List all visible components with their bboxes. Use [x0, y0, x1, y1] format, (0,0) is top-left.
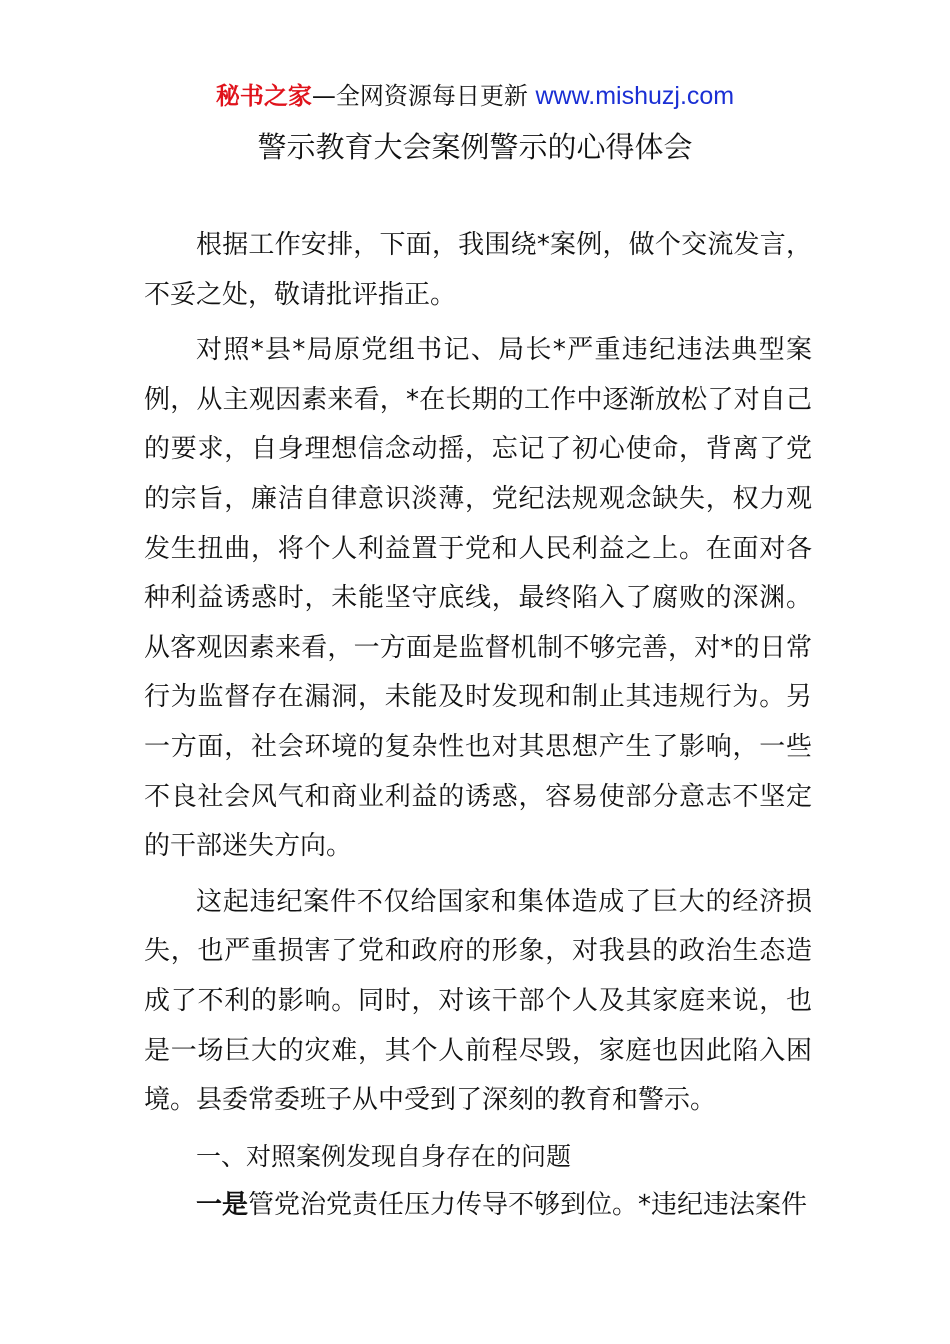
paragraph-intro: 根据工作安排，下面，我围绕*案例，做个交流发言，不妥之处，敬请批评指正。: [144, 230, 812, 310]
site-brand: 秘书之家: [215, 82, 312, 110]
section-heading: 一、对照案例发现自身存在的问题: [196, 1141, 572, 1171]
paragraph-case-analysis: 对照*县*局原党组书记、局长*严重违纪违法典型案例，从主观因素来看，*在长期的工作中逐渐放松了对自己的要求，自身理想信念动摇，忘记了初心使命，背离了党的宗旨，廉洁自律意识淡薄，党纪法规观念缺失，权力观发生扭曲，将个人利益置于党和人民利益之上。在面对各种利益诱惑时，未能坚守底线，最终陷入了腐败的深渊。从客观因素来看，一方面是监督机制不够完善，对*的日常行为监督存在漏洞，未能及时发现和制止其违规行为。另一方面，社会环境的复杂性也对其思想产生了影响，一些不良社会风气和商业利益的诱惑，容易使部分意志不坚定的干部迷失方向。: [144, 335, 812, 862]
document-title: 警示教育大会案例警示的心得体会: [257, 130, 693, 164]
paragraph-point-one: [144, 1181, 812, 1231]
site-tagline: —全网资源每日更新: [311, 82, 536, 110]
document-body: [144, 221, 812, 1231]
point-one-lead: 一是: [196, 1190, 249, 1221]
site-header: [0, 80, 950, 112]
paragraph-impact: 这起违纪案件不仅给国家和集体造成了巨大的经济损失，也严重损害了党和政府的形象，对我县的政治生态造成了不利的影响。同时，对该干部个人及其家庭来说，也是一场巨大的灾难，其个人前程尽毁，家庭也因此陷入困境。县委常委班子从中受到了深刻的教育和警示。: [144, 886, 812, 1116]
point-one-text: 管党治党责任压力传导不够到位。*违纪违法案件: [248, 1190, 808, 1221]
site-url-link[interactable]: www.mishuzj.com: [535, 82, 735, 110]
